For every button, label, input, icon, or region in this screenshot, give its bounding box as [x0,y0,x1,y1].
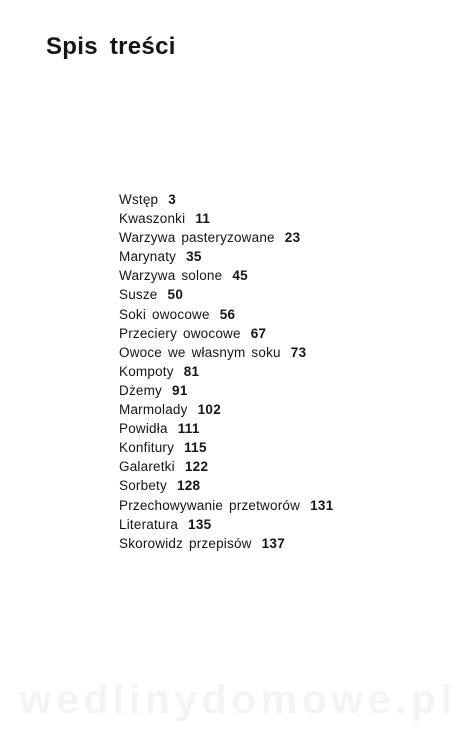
toc-entry-title: Susze [119,287,158,303]
toc-entry [119,362,334,381]
toc-entry-title: Marynaty [119,249,177,265]
toc-entry-page: 91 [172,382,188,398]
toc-entry-title: Soki owocowe [119,306,210,322]
toc-entry-title: Przeciery owocowe [119,325,241,341]
toc-entry-title: Skorowidz przepisów [119,535,252,551]
toc-entry [119,305,334,324]
toc-entry-title: Dżemy [119,382,163,398]
page-title: Spis treści [46,33,176,60]
toc-entry-title: Wstęp [119,192,159,207]
toc-entry-page: 73 [290,344,307,360]
toc-entry [119,496,334,515]
toc-entry-title: Warzywa pasteryzowane [119,230,275,246]
toc-entry [119,285,334,304]
toc-entry [119,266,334,285]
toc-entry [119,419,334,438]
toc-entry [119,209,334,228]
toc-entry-page: 135 [188,516,212,532]
toc-entry-title: Marmolady [119,402,188,418]
toc-entry-page: 23 [284,230,301,246]
toc-entry-title: Warzywa solone [119,268,223,284]
toc-entry-title: Kwaszonki [119,211,186,227]
toc-entry-page: 11 [195,211,211,227]
toc-entry-page: 45 [232,268,248,284]
toc-entry-page: 3 [168,192,177,207]
toc-entry-page: 137 [261,535,286,551]
toc-entry [119,228,334,247]
toc-entry-page: 35 [186,249,202,265]
toc-entry-title: Przechowywanie przetworów [119,497,301,513]
toc-entry [119,476,334,495]
toc-entry [119,343,334,362]
toc-entry-page: 128 [176,478,201,494]
watermark: wedlinydomowe.pl [19,676,457,722]
toc-entry-page: 111 [177,421,200,437]
toc-entry [119,534,334,553]
toc-entry-title: Sorbety [119,478,167,494]
toc-entry [119,190,334,209]
toc-entry-page: 67 [250,325,267,341]
toc-entry [119,515,334,534]
toc-entry [119,381,334,400]
toc-entry-title: Galaretki [119,459,175,475]
toc-entry [119,400,334,419]
toc-entry-page: 115 [184,440,207,456]
toc-entry [119,247,334,266]
toc-entry-page: 131 [310,497,334,513]
toc-entry-page: 56 [219,306,236,322]
toc-entry-page: 122 [184,459,209,475]
toc-entry [119,324,334,343]
toc-entry-page: 81 [183,363,200,379]
toc-entry-title: Owoce we własnym soku [119,344,281,360]
toc-entry-title: Literatura [119,516,179,532]
table-of-contents [119,190,334,553]
toc-entry-page: 50 [167,287,184,303]
toc-entry [119,438,334,457]
toc-entry-title: Konfitury [119,440,175,456]
toc-entry-page: 102 [197,402,222,418]
toc-entry-title: Powidła [119,421,168,437]
toc-entry [119,457,334,476]
toc-entry-title: Kompoty [119,363,174,379]
